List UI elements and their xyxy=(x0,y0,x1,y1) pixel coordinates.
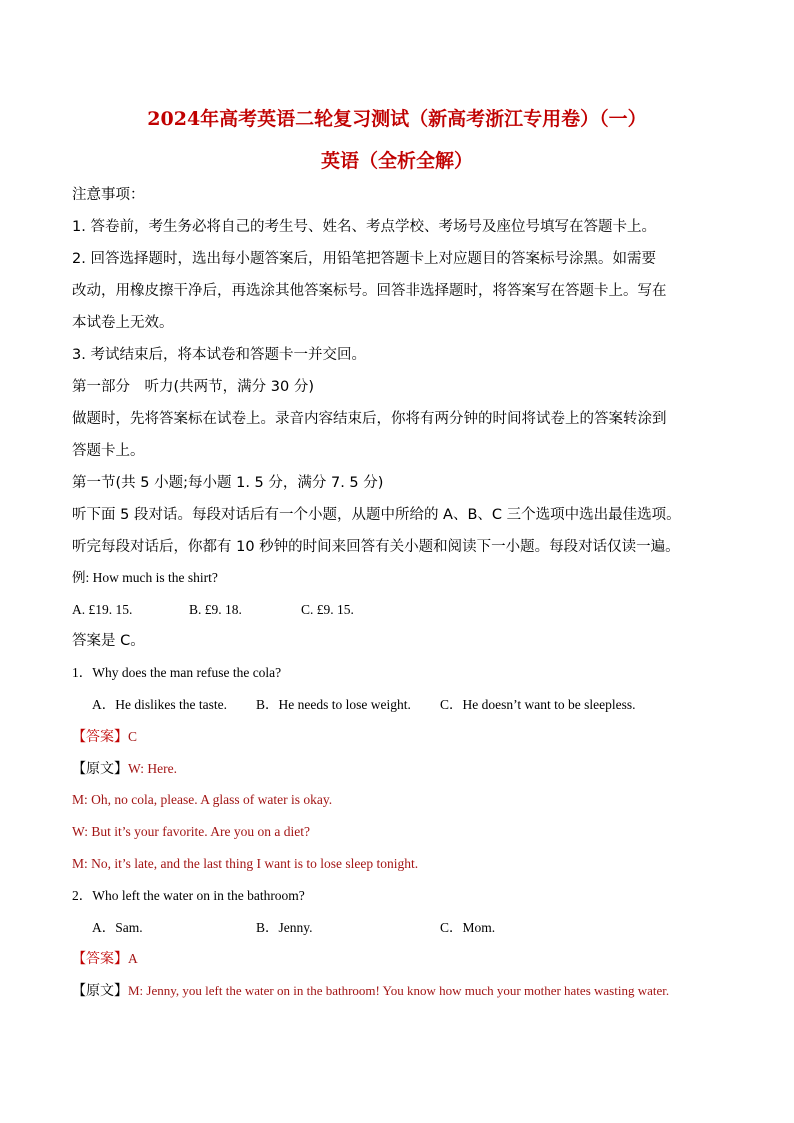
notice-heading: 注意事项： xyxy=(72,187,145,203)
section1-heading: 第一节(共 5 小题;每小题 1. 5 分，满分 7. 5 分) xyxy=(72,475,384,491)
script-tag: 【原文】 xyxy=(72,761,128,777)
answer-tag: 【答案】 xyxy=(72,729,128,745)
section1-instruction-line-1: 听下面 5 段对话。每段对话后有一个小题，从题中所给的 A、B、C 三个选项中选出最佳选项。 xyxy=(72,507,681,523)
question-1-stem: 1．Why does the man refuse the cola? xyxy=(72,665,282,680)
question-2-option-a: A．Sam. xyxy=(92,920,143,935)
question-1-script-line-3: W: But it’s your favorite. Are you on a diet? xyxy=(72,824,310,839)
example-option-b: B. £9. 18. xyxy=(189,602,242,617)
script-text: W: Here. xyxy=(128,761,177,776)
notice-item-2-line-3: 本试卷上无效。 xyxy=(72,315,174,331)
question-1-script-line-1 xyxy=(72,759,732,779)
example-question: 例: How much is the shirt? xyxy=(72,570,218,585)
question-1-answer xyxy=(72,727,732,747)
answer-value: A xyxy=(128,951,138,966)
document-title: 2024年高考英语二轮复习测试（新高考浙江专用卷）（一） xyxy=(147,108,647,130)
question-1-option-b: B．He needs to lose weight. xyxy=(256,697,411,712)
answer-value: C xyxy=(128,729,138,744)
answer-tag: 【答案】 xyxy=(72,951,128,967)
question-2-script-line-1 xyxy=(72,981,732,1001)
question-1-script-line-2: M: Oh, no cola, please. A glass of water is okay. xyxy=(72,792,333,807)
notice-item-2-line-1: 2. 回答选择题时，选出每小题答案后，用铅笔把答题卡上对应题目的答案标号涂黑。如需要 xyxy=(72,251,656,267)
question-2-answer xyxy=(72,949,732,969)
section1-instruction-line-2: 听完每段对话后，你都有 10 秒钟的时间来回答有关小题和阅读下一小题。每段对话仅读一遍。 xyxy=(72,539,680,555)
script-text: M: Jenny, you left the water on in the bathroom! You know how much your mother hates wasting water. xyxy=(128,983,670,998)
part1-intro-line-1: 做题时，先将答案标在试卷上。录音内容结束后，你将有两分钟的时间将试卷上的答案转涂到 xyxy=(72,411,667,427)
example-answer: 答案是 C。 xyxy=(72,633,145,649)
notice-item-3: 3. 考试结束后，将本试卷和答题卡一并交回。 xyxy=(72,347,366,363)
example-option-a: A. £19. 15. xyxy=(72,602,133,617)
question-2-stem: 2．Who left the water on in the bathroom? xyxy=(72,888,305,903)
question-1-option-c: C．He doesn’t want to be sleepless. xyxy=(440,697,636,712)
question-1-script-line-4: M: No, it’s late, and the last thing I want is to lose sleep tonight. xyxy=(72,856,419,871)
notice-item-2-line-2: 改动，用橡皮擦干净后，再选涂其他答案标号。回答非选择题时，将答案写在答题卡上。写在 xyxy=(72,283,667,299)
question-2-option-b: B．Jenny. xyxy=(256,920,313,935)
notice-item-1: 1. 答卷前，考生务必将自己的考生号、姓名、考点学校、考场号及座位号填写在答题卡上。 xyxy=(72,219,656,235)
script-tag: 【原文】 xyxy=(72,983,128,999)
question-2-option-c: C．Mom. xyxy=(440,920,496,935)
example-option-c: C. £9. 15. xyxy=(301,602,354,617)
question-1-option-a: A．He dislikes the taste. xyxy=(92,697,227,712)
part1-intro-line-2: 答题卡上。 xyxy=(72,443,145,459)
part1-heading: 第一部分 听力(共两节，满分 30 分) xyxy=(72,379,314,395)
document-subtitle: 英语（全析全解） xyxy=(320,150,473,172)
